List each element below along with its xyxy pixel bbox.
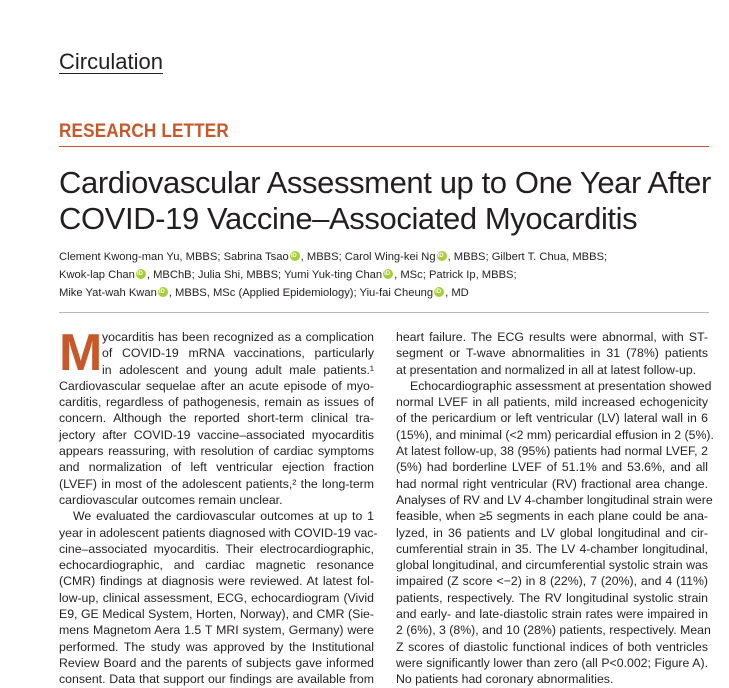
body-line: feasible, when ≥5 segments in each plane could be ana- [396, 509, 708, 524]
author-text: Kwok-lap Chan [59, 269, 135, 281]
body-line: impaired (Z score <−2) in 8 (22%), 7 (20%), and 4 (11%) [396, 574, 708, 589]
body-line: at presentation and normalized in all at latest follow-up. [396, 362, 697, 377]
author-line [59, 266, 709, 284]
body-column-right [396, 329, 714, 688]
author-text: , MBBS; Gilbert T. Chua, MBBS; [447, 251, 608, 263]
body-line: 2 (6%), 3 (8%), and 10 (28%) patients, respectively. Mean [396, 623, 711, 638]
body-line: of the pericardium or left ventricular (LV) lateral wall in 6 [396, 411, 708, 426]
body-line: Cardiovascular sequelae after an acute episode of myo- [59, 378, 374, 393]
body-line: were significantly lower than zero (all P<0.002; Figure A). [396, 655, 708, 670]
body-line: (15%), and minimal (<2 mm) pericardial effusion in 2 (5%). [396, 427, 714, 442]
drop-cap: M [59, 324, 103, 382]
author-text: , MBBS, MSc (Applied Epidemiology); Yiu-fai Cheung [168, 287, 434, 299]
body-line: low-up, clinical assessment, ECG, echocardiogram (Vivid [59, 590, 374, 605]
author-text: , MBBS; Carol Wing-kei Ng [300, 251, 436, 263]
body-line: and normalization of left ventricular ejection fraction [59, 460, 374, 475]
header-divider [59, 312, 709, 313]
body-line: jectory after COVID-19 vaccine–associated myocarditis [59, 427, 374, 442]
title-line: COVID-19 Vaccine–Associated Myocarditis [59, 201, 638, 236]
title-line: Cardiovascular Assessment up to One Year After [59, 165, 711, 200]
body-line: Z scores of diastolic functional indices of both ventricles [396, 639, 708, 654]
body-line: E9, GE Medical System, Horten, Norway), and CMR (Sie- [59, 607, 374, 622]
body-line: cumferential strain in 35. The LV 4-chamber longitudinal, [396, 541, 708, 556]
orcid-icon[interactable] [290, 251, 300, 261]
body-line: global longitudinal, and circumferential systolic strain was [396, 558, 708, 573]
body-line: (CMR) findings at diagnosis were reviewed. At latest fol- [59, 574, 374, 589]
body-line: had normal right ventricular (RV) fractional area change. [396, 476, 708, 491]
orcid-icon[interactable] [383, 269, 393, 279]
author-line [59, 248, 709, 266]
body-line: consent. Data that support our findings are available from [59, 672, 374, 687]
body-line: normal LVEF in all patients, mild increased echogenicity [396, 395, 708, 410]
orcid-icon[interactable] [158, 287, 168, 297]
body-line: mens Magnetom Aera 1.5 T MRI system, Germany) were [59, 623, 374, 638]
body-line: (5%) had borderline LVEF of 51.1% and 53.6%, and all [396, 460, 708, 475]
body-line: and early- and late-diastolic strain rates were impaired in [396, 607, 708, 622]
author-text: Mike Yat-wah Kwan [59, 287, 157, 299]
body-line: patients, respectively. The RV longitudinal systolic strain [396, 590, 708, 605]
author-text: Clement Kwong-man Yu, MBBS; Sabrina Tsao [59, 251, 289, 263]
body-line: At latest follow-up, 38 (95%) patients had normal LVEF, 2 [396, 444, 708, 459]
body-line: (LVEF) in most of the adolescent patients,² the long-term [59, 476, 374, 491]
orcid-icon[interactable] [434, 287, 444, 297]
orcid-icon[interactable] [136, 269, 146, 279]
body-line: of COVID-19 mRNA vaccinations, particularly [102, 346, 374, 361]
body-line: year in adolescent patients diagnosed with COVID-19 vac- [59, 525, 378, 540]
body-line: performed. The study was approved by the Institutional [59, 639, 374, 654]
body-line: segment or T-wave abnormalities in 31 (78%) patients [396, 346, 708, 361]
section-rule [59, 146, 709, 147]
body-column-left [59, 324, 378, 688]
journal-name[interactable]: Circulation [59, 49, 163, 74]
body-line: Analyses of RV and LV 4-chamber longitudinal strain were [396, 492, 713, 507]
body-line: in adolescent and young adult male patients.¹ [102, 362, 374, 377]
author-text: , MBChB; Julia Shi, MBBS; Yumi Yuk-ting Chan [146, 269, 383, 281]
body-line: lyzed, in 36 patients and LV global longitudinal and cir- [396, 525, 708, 540]
article-title [59, 165, 719, 237]
orcid-icon[interactable] [437, 251, 447, 261]
body-line: echocardiographic, and cardiac magnetic resonance [59, 558, 374, 573]
body-line: Echocardiographic assessment at presentation showed [410, 378, 712, 393]
author-list [59, 248, 709, 302]
author-text: , MD [445, 287, 469, 299]
body-line: carditis, regardless of pathogenesis, remain as issues of [59, 395, 374, 410]
author-text: , MSc; Patrick Ip, MBBS; [394, 269, 517, 281]
body-line: We evaluated the cardiovascular outcomes at up to 1 [73, 509, 374, 524]
section-label: RESEARCH LETTER [59, 121, 229, 142]
body-line: yocarditis has been recognized as a complication [102, 330, 374, 344]
body-line: cardiovascular outcomes remain unclear. [59, 492, 283, 507]
body-line: Review Board and the parents of subjects gave informed [59, 655, 374, 670]
body-line: No patients had coronary abnormalities. [396, 672, 614, 687]
body-line: appears reassuring, with resolution of cardiac symptoms [59, 444, 374, 459]
body-line: concern. Although the reported short-term clinical tra- [59, 411, 374, 426]
body-line: heart failure. The ECG results were abnormal, with ST- [396, 330, 708, 344]
author-line [59, 284, 709, 302]
body-line: cine–associated myocarditis. Their electrocardiographic, [59, 541, 374, 556]
